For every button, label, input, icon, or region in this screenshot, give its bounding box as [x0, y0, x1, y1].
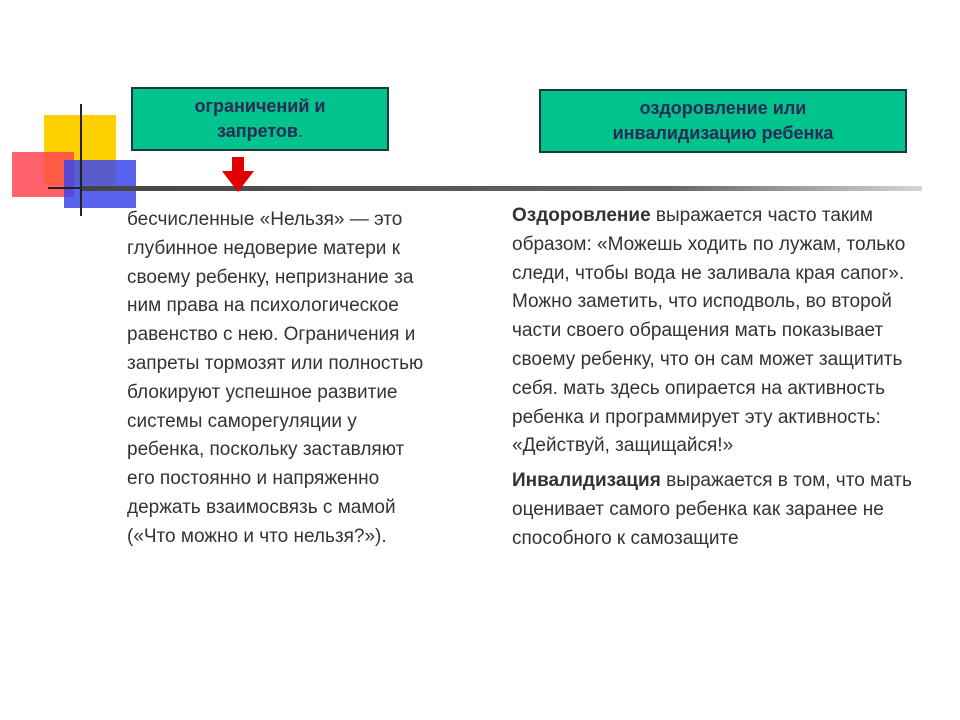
restrictions-label-line2	[133, 119, 387, 144]
restrictions-label-line1: ограничений и	[194, 96, 326, 116]
invalidization-term: Инвалидизация	[512, 470, 661, 492]
restrictions-label-word: запретов	[216, 121, 298, 141]
healing-paragraph	[512, 202, 927, 461]
restrictions-description: бесчисленные «Нельзя» — это глубинное недоверие матери к своему ребенку, непризнание за ним права на психологическое равенство с нею. Ограничения и запреты тормозят или полностью блокируют успешное развитие системы саморегуляции у ребенка, поскольку заставляют его постоянно и напряженно держать взаимосвязь с мамой («Что можно и что нельзя?»).	[127, 209, 424, 547]
decor-blue-square	[64, 160, 136, 208]
healing-description	[512, 202, 927, 554]
restrictions-label-period: .	[297, 121, 303, 141]
restrictions-label-box	[131, 87, 389, 151]
healing-label-line1: оздоровление или	[639, 98, 807, 118]
healing-label-box	[539, 89, 907, 153]
invalidization-text: выражается в том, что мать оценивает самого ребенка как заранее не способного к самозащите	[512, 470, 912, 549]
decor-vertical-line	[80, 104, 82, 216]
healing-text: выражается часто таким образом: «Можешь ходить по лужам, только следи, чтобы вода не заливала края сапог». Можно заметить, что исподволь, во второй части своего обращения мать показывает своему ребенку, что он сам может защитить себя. мать здесь опирается на активность ребенка и программирует эту активность: «Действуй, защищайся!»	[512, 205, 906, 457]
divider-line	[82, 186, 922, 191]
down-arrow-icon	[222, 157, 254, 193]
healing-label-line2: инвалидизацию ребенка	[612, 123, 834, 143]
healing-term: Оздоровление	[512, 205, 651, 226]
invalidization-paragraph	[512, 467, 927, 553]
